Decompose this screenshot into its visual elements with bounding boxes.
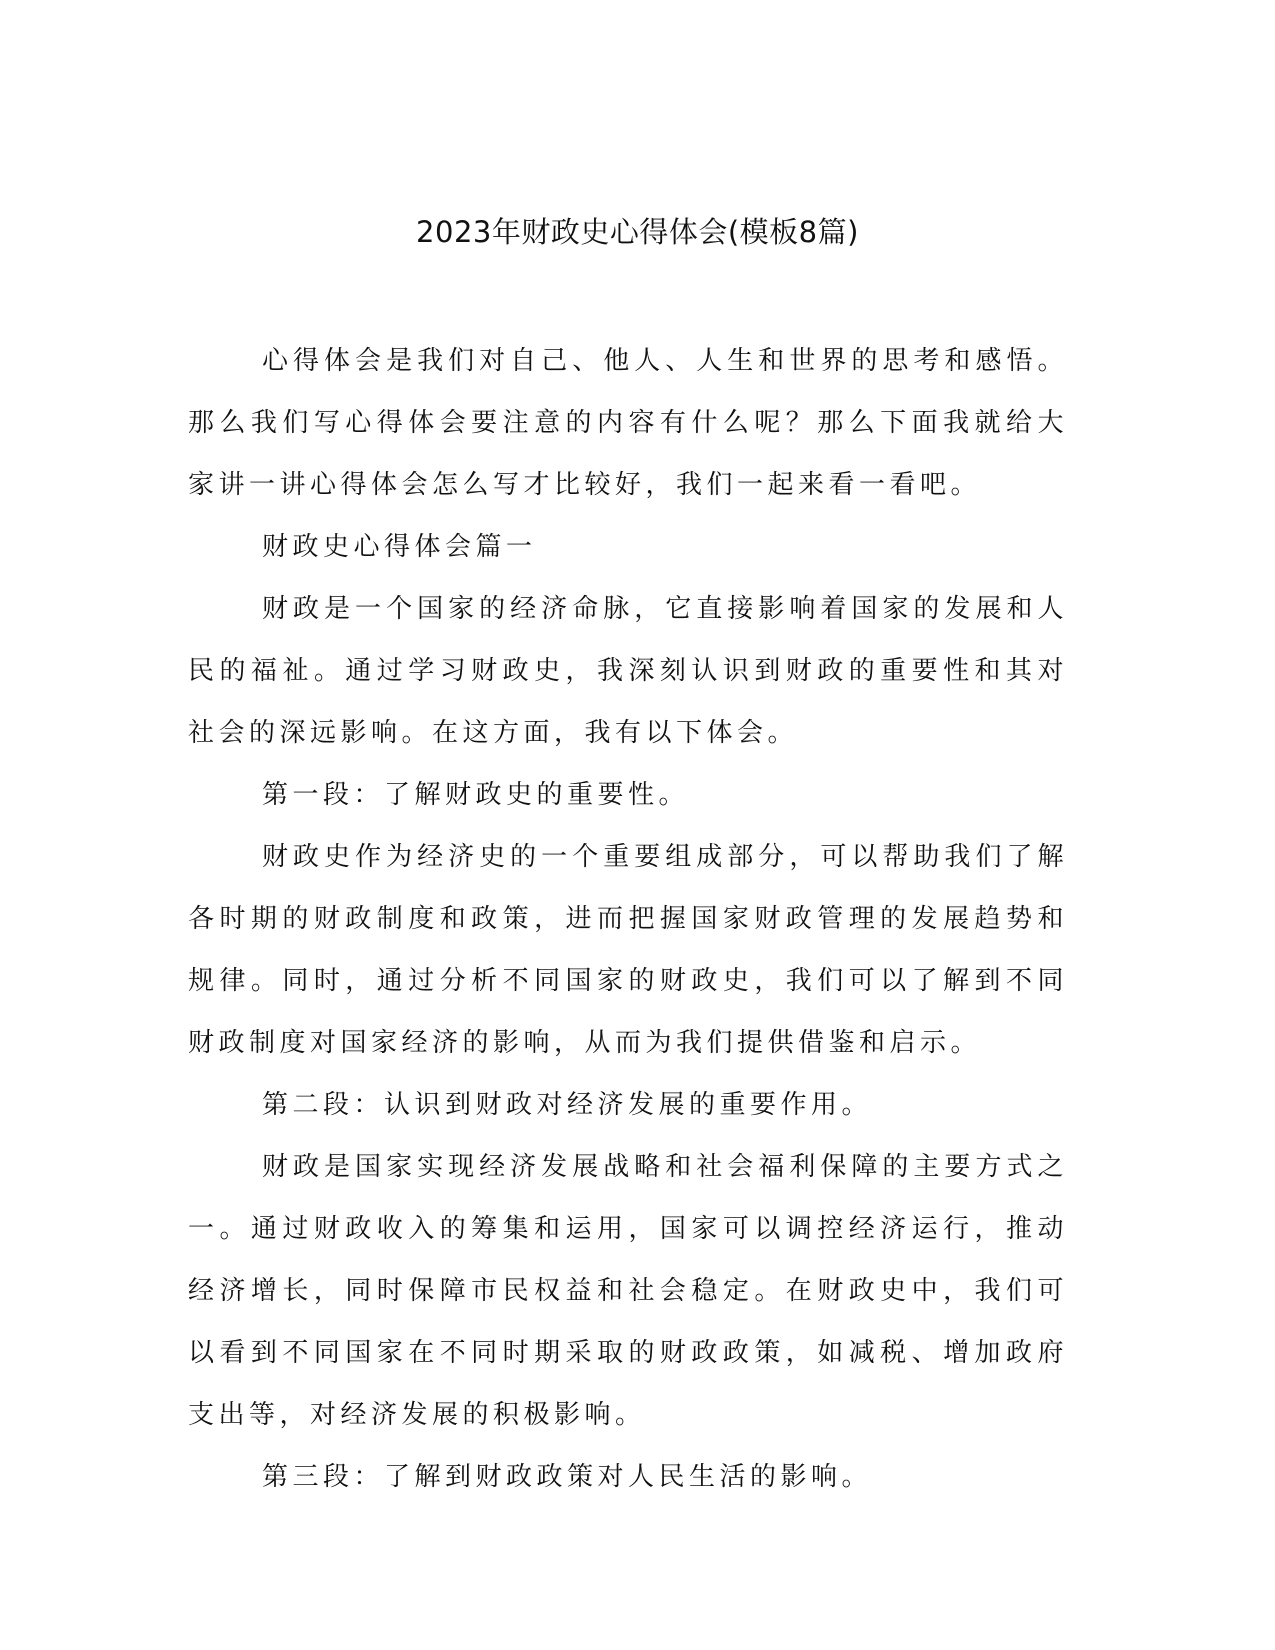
body-paragraph: 财政是一个国家的经济命脉，它直接影响着国家的发展和人民的福祉。通过学习财政史，我深刻认识到财政的重要性和其对社会的深远影响。在这方面，我有以下体会。 [188, 594, 1068, 748]
subsection-heading-two: 第二段：认识到财政对经济发展的重要作用。 [262, 1090, 873, 1120]
subsection-heading-one: 第一段：了解财政史的重要性。 [262, 780, 690, 810]
section-heading-part-one: 财政史心得体会篇一 [262, 532, 537, 562]
body-paragraph: 财政是国家实现经济发展战略和社会福利保障的主要方式之一。通过财政收入的筹集和运用，国家可以调控经济运行，推动经济增长，同时保障市民权益和社会稳定。在财政史中，我们可以看到不同国家在不同时期采取的财政政策，如减税、增加政府支出等，对经济发展的积极影响。 [188, 1152, 1068, 1430]
body-paragraph: 财政史作为经济史的一个重要组成部分，可以帮助我们了解各时期的财政制度和政策，进而把握国家财政管理的发展趋势和规律。同时，通过分析不同国家的财政史，我们可以了解到不同财政制度对国家经济的影响，从而为我们提供借鉴和启示。 [188, 842, 1068, 1058]
document-body [188, 330, 1068, 1508]
subsection-heading-three: 第三段：了解到财政政策对人民生活的影响。 [262, 1462, 873, 1492]
intro-paragraph: 心得体会是我们对自己、他人、人生和世界的思考和感悟。那么我们写心得体会要注意的内容有什么呢？那么下面我就给大家讲一讲心得体会怎么写才比较好，我们一起来看一看吧。 [188, 346, 1068, 500]
document-title: 2023年财政史心得体会(模板8篇) [416, 215, 859, 249]
